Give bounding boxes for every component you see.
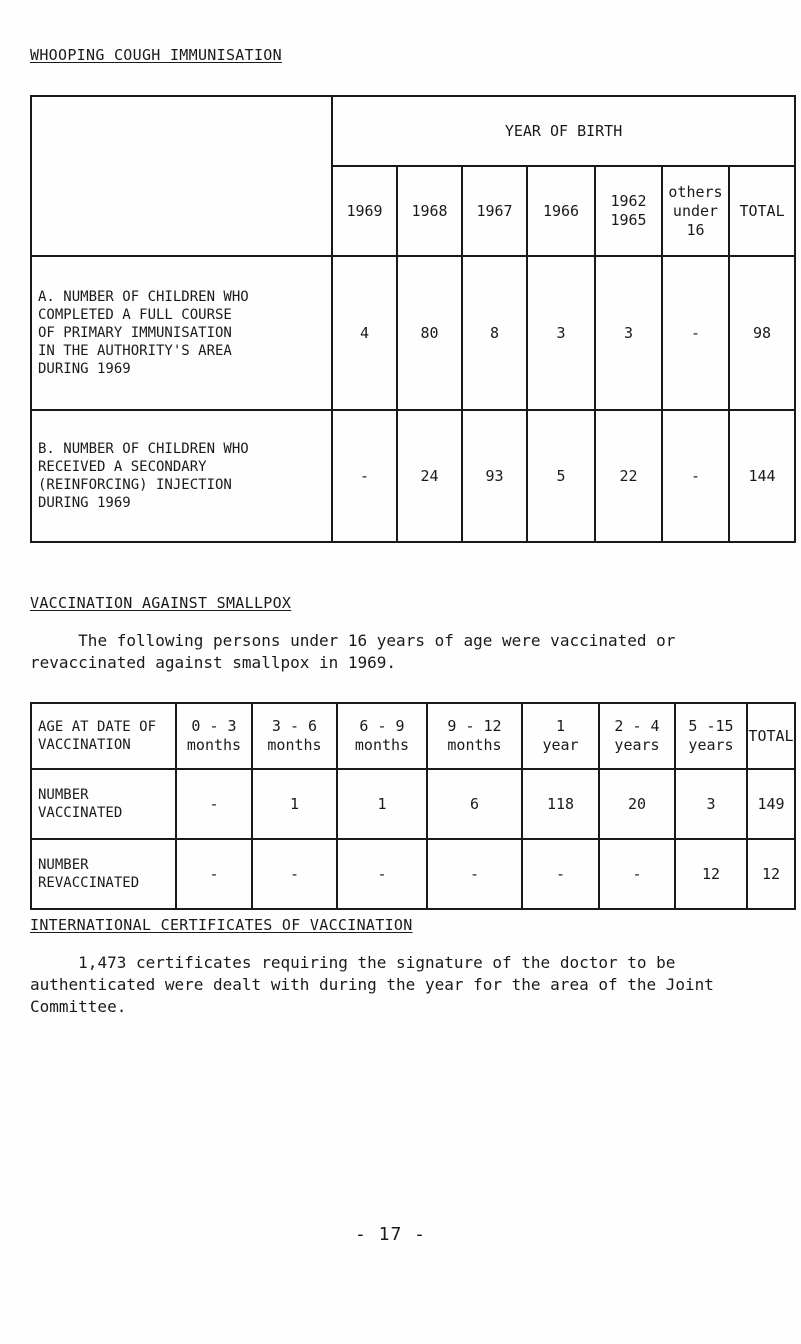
table-row <box>31 256 795 410</box>
row-label: B. NUMBER OF CHILDREN WHO RECEIVED A SECONDARY (REINFORCING) INJECTION DURING 1969 <box>31 410 332 542</box>
table-cell: 118 <box>522 769 599 839</box>
row-label: A. NUMBER OF CHILDREN WHO COMPLETED A FULL COURSE OF PRIMARY IMMUNISATION IN THE AUTHORITY'S AREA DURING 1969 <box>31 256 332 410</box>
table-cell: 6 <box>427 769 522 839</box>
table-cell: 4 <box>332 256 397 410</box>
table-cell: - <box>176 839 252 909</box>
row-label: NUMBER VACCINATED <box>31 769 176 839</box>
age-header: AGE AT DATE OF VACCINATION <box>31 703 176 769</box>
table-cell: 20 <box>599 769 675 839</box>
column-header: 6 - 9 months <box>337 703 427 769</box>
column-header: 1967 <box>462 166 527 256</box>
table-row <box>31 410 795 542</box>
column-header: 9 - 12 months <box>427 703 522 769</box>
whooping-cough-heading: WHOOPING COUGH IMMUNISATION <box>30 46 282 64</box>
smallpox-intro: The following persons under 16 years of age were vaccinated or revaccinated against smallpox in 1969. <box>30 631 676 672</box>
column-header: 0 - 3 months <box>176 703 252 769</box>
table-cell: - <box>599 839 675 909</box>
table-cell: 12 <box>747 839 795 909</box>
table-cell: 12 <box>675 839 747 909</box>
column-header: 1 year <box>522 703 599 769</box>
column-header: 5 -15 years <box>675 703 747 769</box>
table-cell: - <box>337 839 427 909</box>
table-row <box>31 839 795 909</box>
certificates-text: 1,473 certificates requiring the signature of the doctor to be authenticated were dealt with during the year for the area of the Joint Committee. <box>30 953 714 1016</box>
column-header: 1962 1965 <box>595 166 662 256</box>
column-header: 2 - 4 years <box>599 703 675 769</box>
smallpox-table <box>30 702 796 910</box>
table-cell: 1 <box>252 769 337 839</box>
column-header: 1969 <box>332 166 397 256</box>
table-cell: 24 <box>397 410 462 542</box>
table-cell: - <box>332 410 397 542</box>
table-cell: - <box>662 410 729 542</box>
table-cell: - <box>522 839 599 909</box>
row-label: NUMBER REVACCINATED <box>31 839 176 909</box>
column-header: 1966 <box>527 166 595 256</box>
whooping-cough-table <box>30 95 796 543</box>
table-cell: - <box>662 256 729 410</box>
table-cell: 93 <box>462 410 527 542</box>
certificates-heading: INTERNATIONAL CERTIFICATES OF VACCINATION <box>30 916 413 934</box>
table-cell: 80 <box>397 256 462 410</box>
column-header: 1968 <box>397 166 462 256</box>
column-header: TOTAL <box>747 703 795 769</box>
year-of-birth-header: YEAR OF BIRTH <box>332 96 795 166</box>
table-cell: - <box>176 769 252 839</box>
table-cell: 22 <box>595 410 662 542</box>
table-cell: 3 <box>527 256 595 410</box>
table-cell: 144 <box>729 410 795 542</box>
table-row <box>31 769 795 839</box>
table-cell: 8 <box>462 256 527 410</box>
column-header: 3 - 6 months <box>252 703 337 769</box>
table-corner <box>31 96 332 256</box>
table-cell: - <box>427 839 522 909</box>
page-number: - 17 - <box>355 1224 427 1245</box>
table-cell: 98 <box>729 256 795 410</box>
table-cell: 149 <box>747 769 795 839</box>
smallpox-heading: VACCINATION AGAINST SMALLPOX <box>30 594 292 612</box>
table-cell: 5 <box>527 410 595 542</box>
table-cell: 3 <box>595 256 662 410</box>
column-header: TOTAL <box>729 166 795 256</box>
table-cell: 3 <box>675 769 747 839</box>
column-header: others under 16 <box>662 166 729 256</box>
table-cell: - <box>252 839 337 909</box>
table-cell: 1 <box>337 769 427 839</box>
